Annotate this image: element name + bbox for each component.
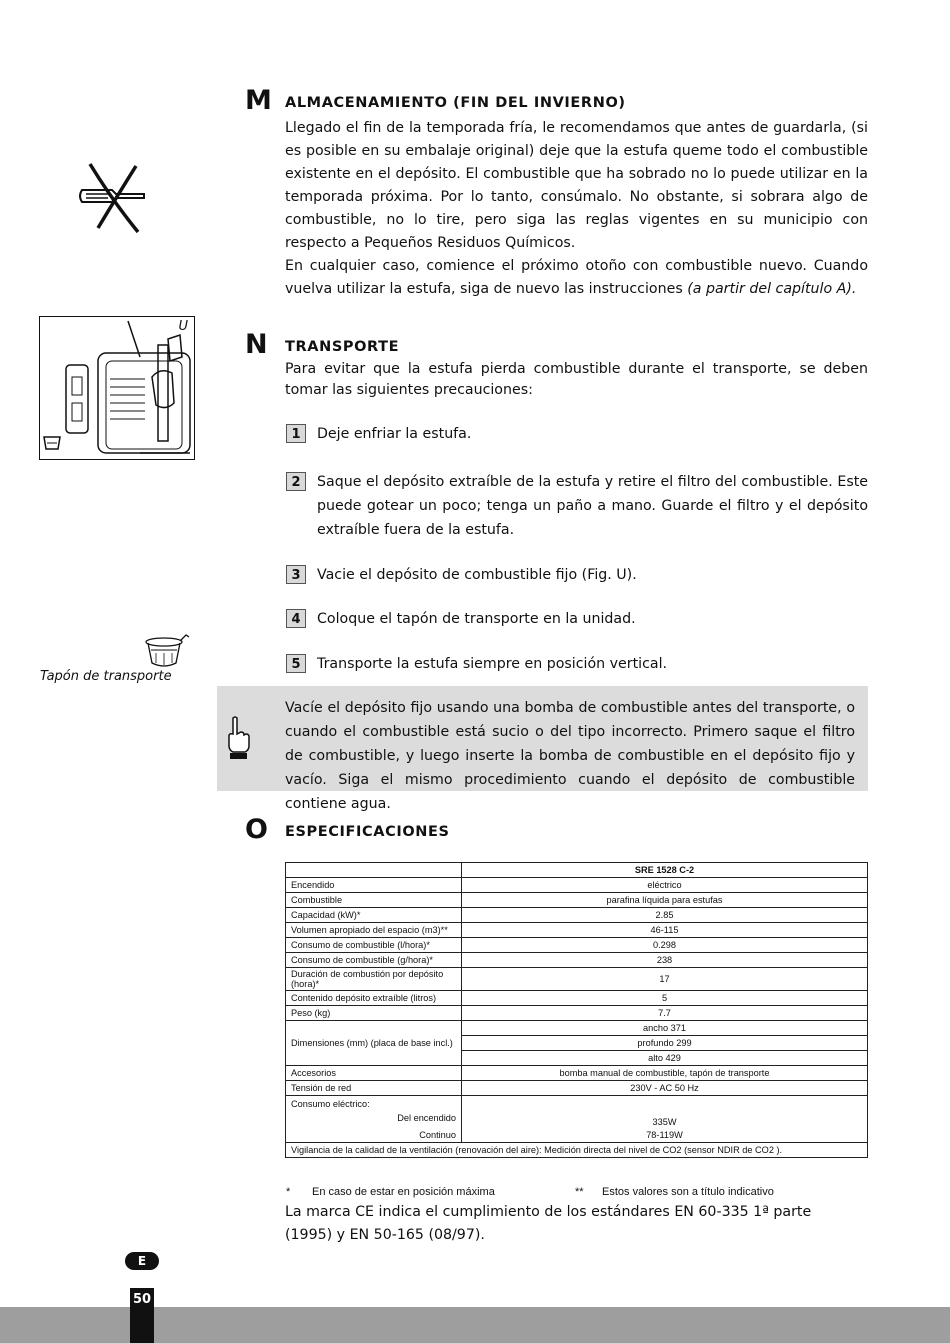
- footnote-1: En caso de estar en posición máxima: [312, 1186, 495, 1198]
- step-number-3: 3: [286, 565, 306, 584]
- dimensions-label: Dimensiones (mm) (placa de base incl.): [286, 1021, 462, 1066]
- transport-note-text: Vacíe el depósito fijo usando una bomba de combustible antes del transporte, o cuando el combustible está sucio o del tipo incorrecto. Primero saque el filtro de combustible, y luego inserte la bomba de combustible en el depósito fijo y vacío. Siga el mismo procedimiento cuando el depósito de combustible contiene agua.: [285, 700, 855, 812]
- section-letter-m: M: [245, 85, 272, 116]
- row-label: Contenido depósito extraíble (litros): [286, 991, 462, 1006]
- specifications-table-wrapper: [285, 862, 868, 1158]
- row-value: 238: [462, 953, 868, 968]
- storage-paragraph-2: [285, 255, 868, 301]
- figure-u-heater-illustration: [39, 316, 195, 460]
- accessories-value: bomba manual de combustible, tapón de transporte: [462, 1066, 868, 1081]
- transport-cap-icon: [140, 633, 192, 671]
- table-model-header: SRE 1528 C-2: [462, 863, 868, 878]
- step-text-2: Saque el depósito extraíble de la estufa y retire el filtro del combustible. Este puede gotear un poco; tenga un paño a mano. Guarde el filtro y el depósito extraíble fuera de la estufa.: [317, 474, 868, 538]
- row-value: 0.298: [462, 938, 868, 953]
- row-label: Encendido: [286, 878, 462, 893]
- table-row: [286, 953, 868, 968]
- row-label: Combustible: [286, 893, 462, 908]
- transport-note-box: [217, 686, 868, 812]
- language-badge: [125, 1252, 159, 1270]
- row-value: 5: [462, 991, 868, 1006]
- table-row: [286, 1006, 868, 1021]
- table-row: [286, 968, 868, 991]
- power-continuous-value: 78-119W: [462, 1128, 868, 1143]
- footnote-2-mark: **: [575, 1186, 584, 1198]
- row-value: 2.85: [462, 908, 868, 923]
- power-ignition-label: Del encendido: [397, 1113, 456, 1123]
- section-title-specifications: ESPECIFICACIONES: [285, 824, 450, 840]
- row-value: eléctrico: [462, 878, 868, 893]
- voltage-value: 230V - AC 50 Hz: [462, 1081, 868, 1096]
- step-text-1: Deje enfriar la estufa.: [317, 426, 472, 442]
- table-row-power: [286, 1128, 868, 1143]
- table-row: [286, 893, 868, 908]
- figure-u-label: U: [178, 319, 188, 334]
- table-row: [286, 908, 868, 923]
- accessories-label: Accesorios: [286, 1066, 462, 1081]
- row-value: 7.7: [462, 1006, 868, 1021]
- table-row: [286, 923, 868, 938]
- transport-intro: Para evitar que la estufa pierda combustible durante el transporte, se deben tomar las siguientes precauciones:: [285, 361, 868, 398]
- table-row-dimensions: [286, 1021, 868, 1036]
- ventilation-note: Vigilancia de la calidad de la ventilación (renovación del aire): Medición directa del nivel de CO2 (sensor NDIR de CO2 ).: [286, 1143, 868, 1158]
- transport-cap-caption: Tapón de transporte: [40, 669, 172, 684]
- storage-paragraph-1: Llegado el fin de la temporada fría, le recomendamos que antes de guardarla, (si es posible en su embalaje original) deje que la estufa queme todo el combustible existente en el depósito. El combustible que ha sobrado no lo puede utilizar en la temporada próxima. Por lo tanto, consúmalo. No obstante, si sobrara algo de combustible, no lo tire, pero siga las reglas vigentes en su municipio con respecto a Pequeños Residuos Químicos.: [285, 120, 868, 251]
- step-number-5: 5: [286, 654, 306, 673]
- no-tools-icon: [72, 160, 152, 235]
- row-label: Capacidad (kW)*: [286, 908, 462, 923]
- row-value: parafina líquida para estufas: [462, 893, 868, 908]
- row-label: Volumen apropiado del espacio (m3)**: [286, 923, 462, 938]
- section-letter-n: N: [245, 329, 268, 360]
- table-row-ventilation: [286, 1143, 868, 1158]
- step-number-2: 2: [286, 472, 306, 491]
- footnote-1-mark: *: [286, 1186, 291, 1198]
- section-title-storage: ALMACENAMIENTO (FIN DEL INVIERNO): [285, 95, 626, 111]
- step-number-1: 1: [286, 424, 306, 443]
- storage-paragraph-2-main: En cualquier caso, comience el próximo otoño con combustible nuevo. Cuando vuelva utilizar la estufa, siga de nuevo las instrucciones: [285, 258, 868, 297]
- power-ignition-value: 335W: [462, 1096, 868, 1129]
- footnote-2: Estos valores son a título indicativo: [602, 1186, 774, 1198]
- specifications-table: [285, 862, 868, 1158]
- pointing-hand-icon: [225, 716, 251, 760]
- page-number: 50: [132, 1292, 152, 1307]
- row-value: 17: [462, 968, 868, 991]
- row-label: Consumo de combustible (g/hora)*: [286, 953, 462, 968]
- table-row: [286, 938, 868, 953]
- storage-paragraph-2-reference: (a partir del capítulo A).: [687, 281, 857, 297]
- row-label: Consumo de combustible (l/hora)*: [286, 938, 462, 953]
- language-badge-text: E: [137, 1254, 147, 1268]
- table-row-power: [286, 1096, 868, 1129]
- step-number-4: 4: [286, 609, 306, 628]
- voltage-label: Tensión de red: [286, 1081, 462, 1096]
- table-header-row: [286, 863, 868, 878]
- row-label: Duración de combustión por depósito (hora)*: [286, 968, 462, 991]
- row-value: 46-115: [462, 923, 868, 938]
- section-letter-o: O: [245, 814, 268, 845]
- table-row: [286, 878, 868, 893]
- step-text-3: Vacie el depósito de combustible fijo (Fig. U).: [317, 567, 637, 583]
- table-header-empty: [286, 863, 462, 878]
- dimension-width: ancho 371: [462, 1021, 868, 1036]
- step-text-5: Transporte la estufa siempre en posición vertical.: [317, 656, 668, 672]
- power-label-text: Consumo eléctrico:: [291, 1099, 370, 1109]
- dimension-depth: profundo 299: [462, 1036, 868, 1051]
- table-row: [286, 1066, 868, 1081]
- storage-paragraphs: [285, 117, 868, 301]
- row-label: Peso (kg): [286, 1006, 462, 1021]
- table-row: [286, 1081, 868, 1096]
- ce-marking-text: La marca CE indica el cumplimiento de los estándares EN 60-335 1ª parte (1995) y EN 50-165 (08/97).: [285, 1204, 812, 1243]
- dimension-height: alto 429: [462, 1051, 868, 1066]
- table-row: [286, 991, 868, 1006]
- step-text-4: Coloque el tapón de transporte en la unidad.: [317, 611, 636, 627]
- section-title-transport: TRANSPORTE: [285, 339, 400, 355]
- power-label: [286, 1096, 462, 1129]
- power-continuous-label: Continuo: [286, 1128, 462, 1143]
